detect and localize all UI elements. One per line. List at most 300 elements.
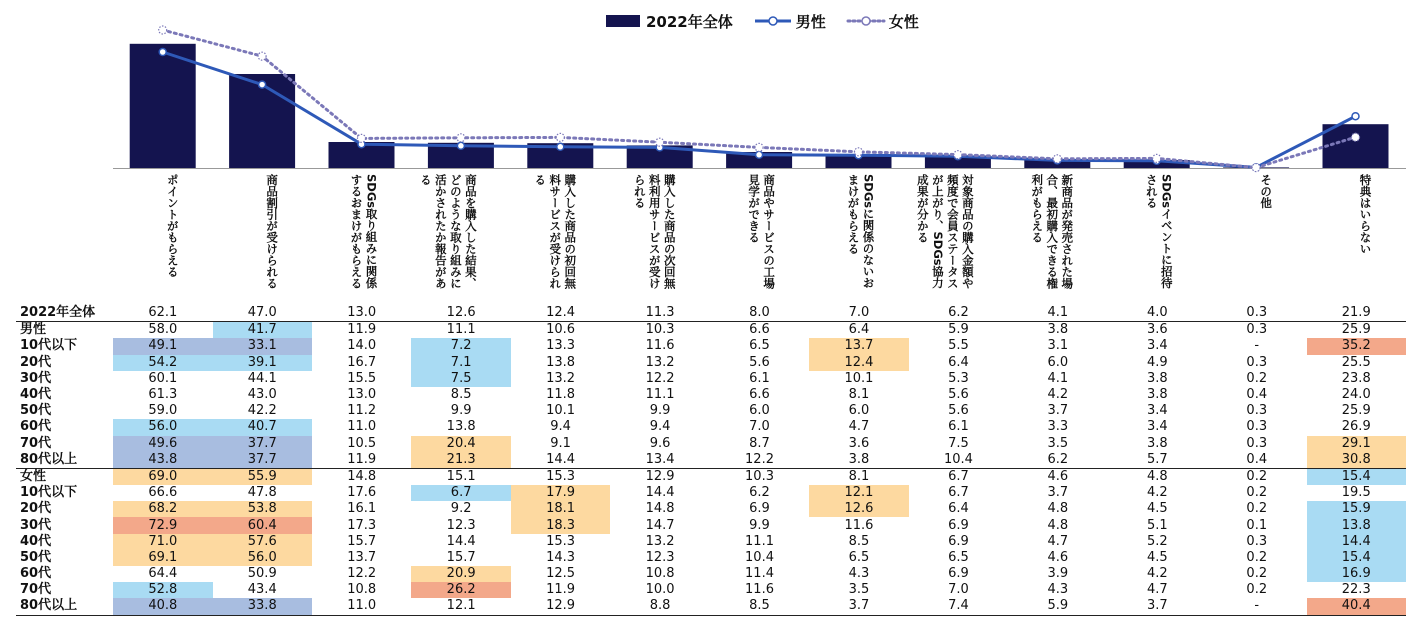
table-cell: 10.3 [710,468,809,485]
female-point [656,138,664,146]
table-cell: 13.8 [1307,517,1407,533]
table-cell: 4.8 [1047,517,1069,533]
table-cell: 6.0 [1047,354,1069,370]
category-label [826,174,892,304]
table-cell: 62.1 [148,305,178,321]
table-cell: 24.0 [1341,387,1371,403]
table-cell: 6.9 [948,517,969,533]
table-cell: 3.7 [1047,403,1069,419]
table-cell: 4.8 [1047,501,1069,517]
table-cell: - [1254,338,1260,354]
table-cell: 5.6 [948,387,969,403]
table-cell: 14.4 [645,485,675,501]
table-cell: 60.4 [213,517,312,533]
table-cell: 8.5 [450,387,472,403]
table-cell: 9.6 [649,435,671,451]
bar [130,44,196,168]
table-cell: 23.8 [1341,370,1371,386]
table-cell: 18.3 [511,517,610,533]
table-cell: 26.2 [411,582,510,598]
table-row [16,436,1406,452]
table-cell: 11.1 [411,322,510,339]
table-cell: 10.1 [844,370,874,386]
table-cell: 8.5 [710,598,809,615]
category-label [1223,174,1289,304]
table-cell: 42.2 [247,403,277,419]
row-label: 50代 [20,403,52,419]
table-cell: 14.4 [546,451,576,467]
category-label-text: 対象商品の購入金額や 頻度で会員ステータス が上がり、SDGs協力 成果が分かる [915,174,975,289]
table-cell: 5.9 [1008,598,1107,615]
row-label: 80代以上 [20,451,78,467]
category-label [915,174,991,304]
table-row [16,305,1406,322]
table-cell: 6.2 [749,485,770,501]
table-cell: 12.6 [809,501,908,517]
table-cell: 3.9 [1047,566,1069,582]
table-cell: 49.6 [113,436,212,452]
female-point [457,134,465,142]
legend-male-label: 男性 [795,12,826,31]
table-cell: 58.0 [113,322,212,339]
table-cell: 8.7 [749,435,770,451]
table-cell: 15.1 [411,468,510,485]
table-cell: 5.5 [948,338,969,354]
table-cell: 61.3 [148,387,178,403]
table-cell: 12.2 [347,566,377,582]
table-cell: 11.1 [645,387,675,403]
table-row [16,371,1406,387]
table-cell: 4.1 [1047,305,1069,321]
table-row [16,517,1406,533]
bar [1323,124,1389,168]
table-cell: 15.9 [1307,501,1407,517]
table-cell: 4.2 [1146,485,1168,501]
table-cell: 40.4 [1307,598,1407,615]
table-cell: 68.2 [113,501,212,517]
table-cell: 4.1 [1047,370,1069,386]
table-cell: 25.9 [1341,403,1371,419]
table-cell: 11.4 [745,566,774,582]
table-cell: 30.8 [1307,452,1407,469]
male-point [457,142,464,149]
table-cell: 10.4 [745,549,774,565]
table-cell: 3.8 [1008,322,1107,339]
table-cell: 6.1 [948,419,969,435]
table-cell: 6.0 [749,403,770,419]
table-cell: 47.0 [247,305,277,321]
table-cell: 0.2 [1246,582,1268,598]
table-cell: 11.6 [844,517,874,533]
table-cell: 7.5 [411,371,510,387]
table-cell: 3.5 [848,582,870,598]
table-cell: 71.0 [113,534,212,550]
data-table [16,305,1406,616]
table-cell: 3.7 [809,598,908,615]
table-cell: 14.8 [312,468,411,485]
table-cell: 47.8 [247,485,277,501]
table-cell: 5.9 [909,322,1008,339]
table-cell: 6.4 [948,354,969,370]
table-cell: 3.1 [1047,338,1069,354]
table-cell: 11.0 [347,419,377,435]
female-point [1153,154,1161,162]
table-cell: 9.2 [450,501,472,517]
table-cell: 5.3 [948,370,969,386]
table-cell: 0.1 [1246,517,1268,533]
table-cell: 14.3 [546,549,576,565]
table-cell: 13.0 [347,387,377,403]
legend-female-label: 女性 [888,12,919,31]
table-cell: 13.7 [809,338,908,354]
table-cell: 25.9 [1307,322,1407,339]
table-cell: 11.1 [745,533,774,549]
female-point [755,143,763,151]
female-point [954,151,962,159]
table-row [16,403,1406,419]
table-cell: 6.5 [948,549,969,565]
table-cell: 17.6 [347,485,377,501]
table-cell: 13.0 [347,305,377,321]
table-cell: 4.2 [1146,566,1168,582]
table-cell: 3.5 [1047,435,1069,451]
table-row [16,387,1406,403]
table-cell: 11.8 [546,387,576,403]
female-point [258,52,266,60]
chart-legend [606,8,941,34]
male-point [1352,113,1359,120]
table-cell: 3.8 [1146,370,1168,386]
table-cell: 3.6 [1108,322,1207,339]
table-row [16,501,1406,517]
table-cell: 15.4 [1307,550,1407,566]
table-cell: 12.4 [809,355,908,371]
table-cell: 0.2 [1246,370,1268,386]
table-cell: 13.4 [645,451,675,467]
table-cell: 3.4 [1146,403,1168,419]
table-cell: 3.7 [1047,485,1069,501]
table-cell: 14.4 [1307,534,1407,550]
table-cell: 10.5 [347,435,377,451]
table-cell: 13.2 [645,533,675,549]
table-cell: 41.7 [213,322,312,339]
table-cell: 4.2 [1047,387,1069,403]
table-row [16,452,1406,469]
table-cell: 0.3 [1246,403,1268,419]
table-cell: 21.3 [411,452,510,469]
row-label: 10代以下 [20,485,78,501]
table-cell: 8.1 [809,468,908,485]
female-point [556,133,564,141]
category-label [329,174,395,304]
table-cell: 16.1 [347,501,377,517]
row-label: 20代 [20,501,52,517]
table-cell: 29.1 [1307,436,1407,452]
table-cell: 0.2 [1246,549,1268,565]
table-cell: 0.4 [1246,451,1268,467]
female-point [855,148,863,156]
table-cell: 4.6 [1008,468,1107,485]
table-cell: 10.8 [347,582,377,598]
table-cell: 33.8 [213,598,312,615]
table-cell: 12.9 [610,468,709,485]
table-cell: 4.0 [1146,305,1168,321]
table-cell: 53.8 [213,501,312,517]
table-cell: 11.9 [347,451,377,467]
table-cell: 3.8 [848,451,870,467]
table-cell: 19.5 [1341,485,1371,501]
table-cell: 0.2 [1246,501,1268,517]
table-cell: 39.1 [213,355,312,371]
table-cell: 11.6 [745,582,774,598]
table-cell: 0.3 [1246,354,1268,370]
table-cell: 14.7 [645,517,675,533]
table-cell: 5.7 [1146,451,1168,467]
table-cell: 60.1 [148,370,178,386]
legend-item-bar [606,11,733,32]
table-cell: 13.8 [446,419,476,435]
category-label [418,174,494,304]
table-cell: 6.2 [948,305,969,321]
row-label: 30代 [20,517,52,533]
row-label: 50代 [20,549,52,565]
table-cell: 7.0 [948,582,969,598]
table-cell: 6.0 [848,403,870,419]
table-cell: 11.3 [645,305,675,321]
table-cell: 40.8 [113,598,212,615]
table-cell: 69.0 [113,468,212,485]
table-cell: 12.3 [645,549,675,565]
table-row [16,485,1406,501]
table-cell: 4.8 [1108,468,1207,485]
legend-bar-swatch [606,15,640,27]
table-cell: 49.1 [113,338,212,354]
female-point [1352,133,1360,141]
table-cell: 3.4 [1146,419,1168,435]
table-cell: 26.9 [1341,419,1371,435]
table-cell: 43.0 [247,387,277,403]
table-cell: 4.9 [1146,354,1168,370]
table-cell: 13.2 [546,370,576,386]
table-cell: 6.4 [809,322,908,339]
table-cell: 7.1 [411,355,510,371]
table-cell: 15.7 [347,533,377,549]
legend-bar-label: 2022年全体 [646,12,733,31]
table-cell: 20.9 [411,566,510,582]
table-cell: 5.6 [948,403,969,419]
row-label: 70代 [20,435,52,451]
table-row [16,582,1406,598]
table-cell: 69.1 [113,550,212,566]
table-cell: 6.6 [710,322,809,339]
table-cell: 4.6 [1047,549,1069,565]
table-cell: 13.2 [645,354,675,370]
table-cell: 37.7 [213,436,312,452]
table-row [16,322,1406,339]
table-cell: 12.2 [745,451,774,467]
table-cell: 5.6 [749,354,770,370]
category-label [130,174,196,304]
table-cell: 40.7 [213,419,312,435]
category-label-text: 商品を購入した結果、 どのような取り組みに 活かされたか報告があ る [418,174,478,289]
table-cell: 43.8 [113,452,212,469]
row-label: 男性 [16,322,113,339]
table-row [16,468,1406,485]
female-point [159,26,167,34]
table-cell: 8.1 [848,387,870,403]
table-cell: 12.2 [645,370,675,386]
table-cell: 3.3 [1047,419,1069,435]
table-cell: 4.5 [1146,501,1168,517]
category-label [229,174,295,304]
table-cell: 7.4 [909,598,1008,615]
table-row [16,566,1406,582]
table-cell: 4.7 [848,419,870,435]
table-cell: 22.3 [1341,582,1371,598]
table-cell: 13.3 [546,338,576,354]
table-cell: 3.7 [1108,598,1207,615]
table-cell: 6.5 [749,338,770,354]
table-row [16,550,1406,566]
table-cell: 11.6 [645,338,675,354]
table-cell: 15.3 [546,533,576,549]
table-row [16,355,1406,371]
table-cell: 7.2 [411,338,510,354]
table-cell: 0.4 [1246,387,1268,403]
row-label: 40代 [20,533,52,549]
row-label: 30代 [20,370,52,386]
table-cell: 56.0 [213,550,312,566]
table-cell: 6.2 [1047,451,1069,467]
table-cell: 9.1 [550,435,571,451]
category-label-text: 購入した商品の初回無 料サービスが受けられ る [533,174,578,289]
table-cell: 14.4 [446,533,476,549]
table-cell: 9.9 [450,403,472,419]
table-cell: 25.5 [1341,354,1371,370]
category-label-text: 特典はいらない [1358,174,1373,255]
table-cell: 5.2 [1146,533,1168,549]
row-label: 40代 [20,387,52,403]
category-label-text: ポイントがもらえる [165,174,180,278]
row-label: 80代以上 [16,598,113,615]
table-cell: 20.4 [411,436,510,452]
table-cell: 0.2 [1246,566,1268,582]
row-label: 20代 [20,354,52,370]
table-cell: 16.7 [347,354,377,370]
table-cell: 35.2 [1307,338,1407,354]
table-cell: 66.6 [148,485,178,501]
male-point [756,151,763,158]
table-cell: 44.1 [247,370,277,386]
table-cell: 0.3 [1207,322,1306,339]
table-cell: 7.5 [948,435,969,451]
table-cell: 6.7 [948,485,969,501]
table-cell: 6.7 [909,468,1008,485]
table-cell: 0.3 [1246,305,1268,321]
row-label: 10代以下 [20,338,78,354]
table-cell: 0.2 [1207,468,1306,485]
table-cell: 8.5 [848,533,870,549]
table-cell: 11.0 [312,598,411,615]
male-point [159,49,166,56]
table-cell: 3.4 [1146,338,1168,354]
category-label [726,174,792,304]
table-cell: 12.6 [446,305,476,321]
table-cell: 10.4 [943,451,973,467]
table-cell: 15.7 [446,549,476,565]
table-cell: 3.8 [1146,435,1168,451]
table-cell: 14.8 [645,501,675,517]
category-label-text: 商品やサービスの工場 見学ができる [747,174,777,289]
table-cell: 55.9 [213,468,312,485]
table-cell: 33.1 [213,338,312,354]
category-label [1024,174,1090,304]
table-cell: 0.3 [1246,533,1268,549]
table-row [16,534,1406,550]
table-cell: 3.8 [1146,387,1168,403]
table-cell: 3.6 [848,435,870,451]
female-point [1252,164,1260,172]
table-cell: 4.7 [1146,582,1168,598]
table-cell: 4.7 [1047,533,1069,549]
category-label-text: SDGsイベントに招待 される [1144,174,1174,289]
category-label [1323,174,1389,304]
table-cell: 4.3 [1047,582,1069,598]
table-cell: 6.4 [948,501,969,517]
table-cell: 7.0 [749,419,770,435]
category-label-text: 新商品が発売された場 合、最初購入できる権 利がもらえる [1030,174,1075,289]
table-cell: 13.8 [546,354,576,370]
row-label: 女性 [16,468,113,485]
table-cell: 6.7 [411,485,510,501]
table-cell: - [1207,598,1306,615]
table-cell: 13.7 [347,549,377,565]
table-cell: 15.3 [511,468,610,485]
table-cell: 12.4 [546,305,576,321]
table-cell: 8.8 [610,598,709,615]
table-cell: 10.6 [511,322,610,339]
table-cell: 5.1 [1146,517,1168,533]
category-label [527,174,593,304]
table-row [16,338,1406,354]
table-cell: 7.0 [848,305,870,321]
table-cell: 43.4 [247,582,277,598]
table-cell: 12.1 [411,598,510,615]
table-cell: 72.9 [113,517,212,533]
table-row [16,419,1406,435]
table-cell: 15.4 [1307,468,1407,485]
table-cell: 50.9 [247,566,277,582]
row-label: 2022年全体 [20,305,96,321]
category-label-text: SDGs取り組みに関係 するおまけがもらえる [349,174,379,289]
table-cell: 37.7 [213,452,312,469]
table-cell: 11.9 [546,582,576,598]
table-cell: 12.1 [809,485,908,501]
table-cell: 57.6 [213,534,312,550]
male-point [259,81,266,88]
table-cell: 15.5 [347,370,377,386]
table-cell: 17.3 [347,517,377,533]
table-cell: 18.1 [511,501,610,517]
table-cell: 6.9 [948,566,969,582]
male-point [557,143,564,150]
table-cell: 21.9 [1341,305,1371,321]
table-cell: 6.1 [749,370,770,386]
table-cell: 54.2 [113,355,212,371]
category-label [1124,174,1190,304]
table-cell: 4.5 [1146,549,1168,565]
female-point [1053,155,1061,163]
